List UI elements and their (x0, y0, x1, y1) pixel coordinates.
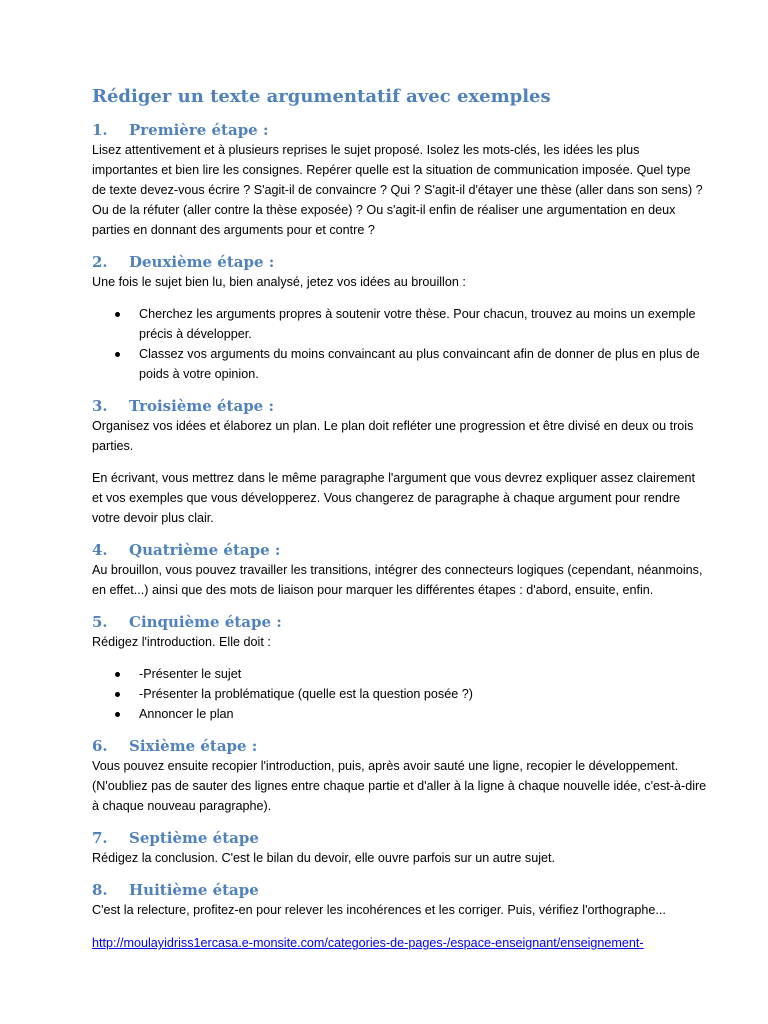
bullet-text: Cherchez les arguments propres à soutenir votre thèse. Pour chacun, trouvez au moins un exemple précis à développer. (139, 307, 696, 341)
section-4 (92, 541, 708, 600)
paragraph: Rédigez l'introduction. Elle doit : (92, 635, 271, 649)
section-heading (92, 253, 708, 272)
sections-container (92, 121, 708, 920)
section-heading-text: Cinquième étape : (129, 613, 282, 631)
bullet-icon (115, 692, 120, 697)
section-heading (92, 613, 708, 632)
bullet-text: Classez vos arguments du moins convaincant au plus convaincant afin de donner de plus en plus de poids à votre opinion. (139, 347, 700, 381)
source-link[interactable]: http://moulayidriss1ercasa.e-monsite.com/categories-de-pages-/espace-enseignant/enseignement- (92, 936, 644, 950)
section-3 (92, 397, 708, 528)
section-heading (92, 829, 708, 848)
bullet-item (139, 704, 708, 724)
section-8 (92, 881, 708, 920)
section-1 (92, 121, 708, 240)
section-number: 7. (92, 829, 108, 847)
section-heading-text: Sixième étape : (129, 737, 258, 755)
paragraph: Vous pouvez ensuite recopier l'introduction, puis, après avoir sauté une ligne, recopier le développement. (N'oubliez pas de sauter des lignes entre chaque partie et d'aller à la ligne à chaque nouvelle idée, c'est-à-dire à chaque nouveau paragraphe). (92, 759, 707, 813)
section-number: 2. (92, 253, 108, 271)
section-7 (92, 829, 708, 868)
section-heading-text: Troisième étape : (129, 397, 274, 415)
section-heading (92, 737, 708, 756)
bullet-text: -Présenter le sujet (139, 667, 242, 681)
document-title: Rédiger un texte argumentatif avec exemples (92, 86, 551, 107)
section-heading-text: Huitième étape (129, 881, 259, 899)
paragraph: Rédigez la conclusion. C'est le bilan du devoir, elle ouvre parfois sur un autre sujet. (92, 851, 556, 865)
section-heading-text: Quatrième étape : (129, 541, 281, 559)
paragraph: Organisez vos idées et élaborez un plan. Le plan doit refléter une progression et être divisé en deux ou trois parties. (92, 419, 694, 453)
section-number: 4. (92, 541, 108, 559)
section-heading (92, 881, 708, 900)
section-heading (92, 121, 708, 140)
section-number: 6. (92, 737, 108, 755)
section-heading-text: Première étape : (129, 121, 269, 139)
section-number: 8. (92, 881, 108, 899)
section-number: 1. (92, 121, 108, 139)
bullet-icon (115, 712, 120, 717)
bullet-list (92, 304, 708, 384)
paragraph: Au brouillon, vous pouvez travailler les transitions, intégrer des connecteurs logiques (cependant, néanmoins, en effet...) ainsi que des mots de liaison pour marquer les différentes étapes : d'abord, ensuite, enfin. (92, 563, 703, 597)
bullet-icon (115, 672, 120, 677)
bullet-text: Annoncer le plan (139, 707, 234, 721)
bullet-list (92, 664, 708, 724)
paragraph: En écrivant, vous mettrez dans le même paragraphe l'argument que vous devrez expliquer assez clairement et vos exemples que vous développerez. Vous changerez de paragraphe à chaque argument pour rendre votre devoir plus clair. (92, 471, 696, 525)
section-6 (92, 737, 708, 816)
section-number: 3. (92, 397, 108, 415)
paragraph: Lisez attentivement et à plusieurs reprises le sujet proposé. Isolez les mots-clés, les idées les plus importantes et bien lire les consignes. Repérer quelle est la situation de communication imposée. Quel type de texte devez-vous écrire ? S'agit-il de convaincre ? Qui ? S'agit-il d'étayer une thèse (aller dans son sens) ? Ou de la réfuter (aller contre la thèse exposée) ? Ou s'agit-il enfin de réaliser une argumentation en deux parties en donnant des arguments pour et contre ? (92, 143, 703, 237)
paragraph: Une fois le sujet bien lu, bien analysé, jetez vos idées au brouillon : (92, 275, 466, 289)
section-heading-text: Deuxième étape : (129, 253, 275, 271)
paragraph: C'est la relecture, profitez-en pour relever les incohérences et les corriger. Puis, vérifiez l'orthographe... (92, 903, 666, 917)
section-heading-text: Septième étape (129, 829, 259, 847)
bullet-icon (115, 312, 120, 317)
bullet-item (139, 344, 708, 384)
bullet-item (139, 304, 708, 344)
section-heading (92, 397, 708, 416)
section-5 (92, 613, 708, 724)
section-number: 5. (92, 613, 108, 631)
bullet-text: -Présenter la problématique (quelle est la question posée ?) (139, 687, 473, 701)
bullet-item (139, 684, 708, 704)
section-2 (92, 253, 708, 384)
section-heading (92, 541, 708, 560)
bullet-item (139, 664, 708, 684)
bullet-icon (115, 352, 120, 357)
